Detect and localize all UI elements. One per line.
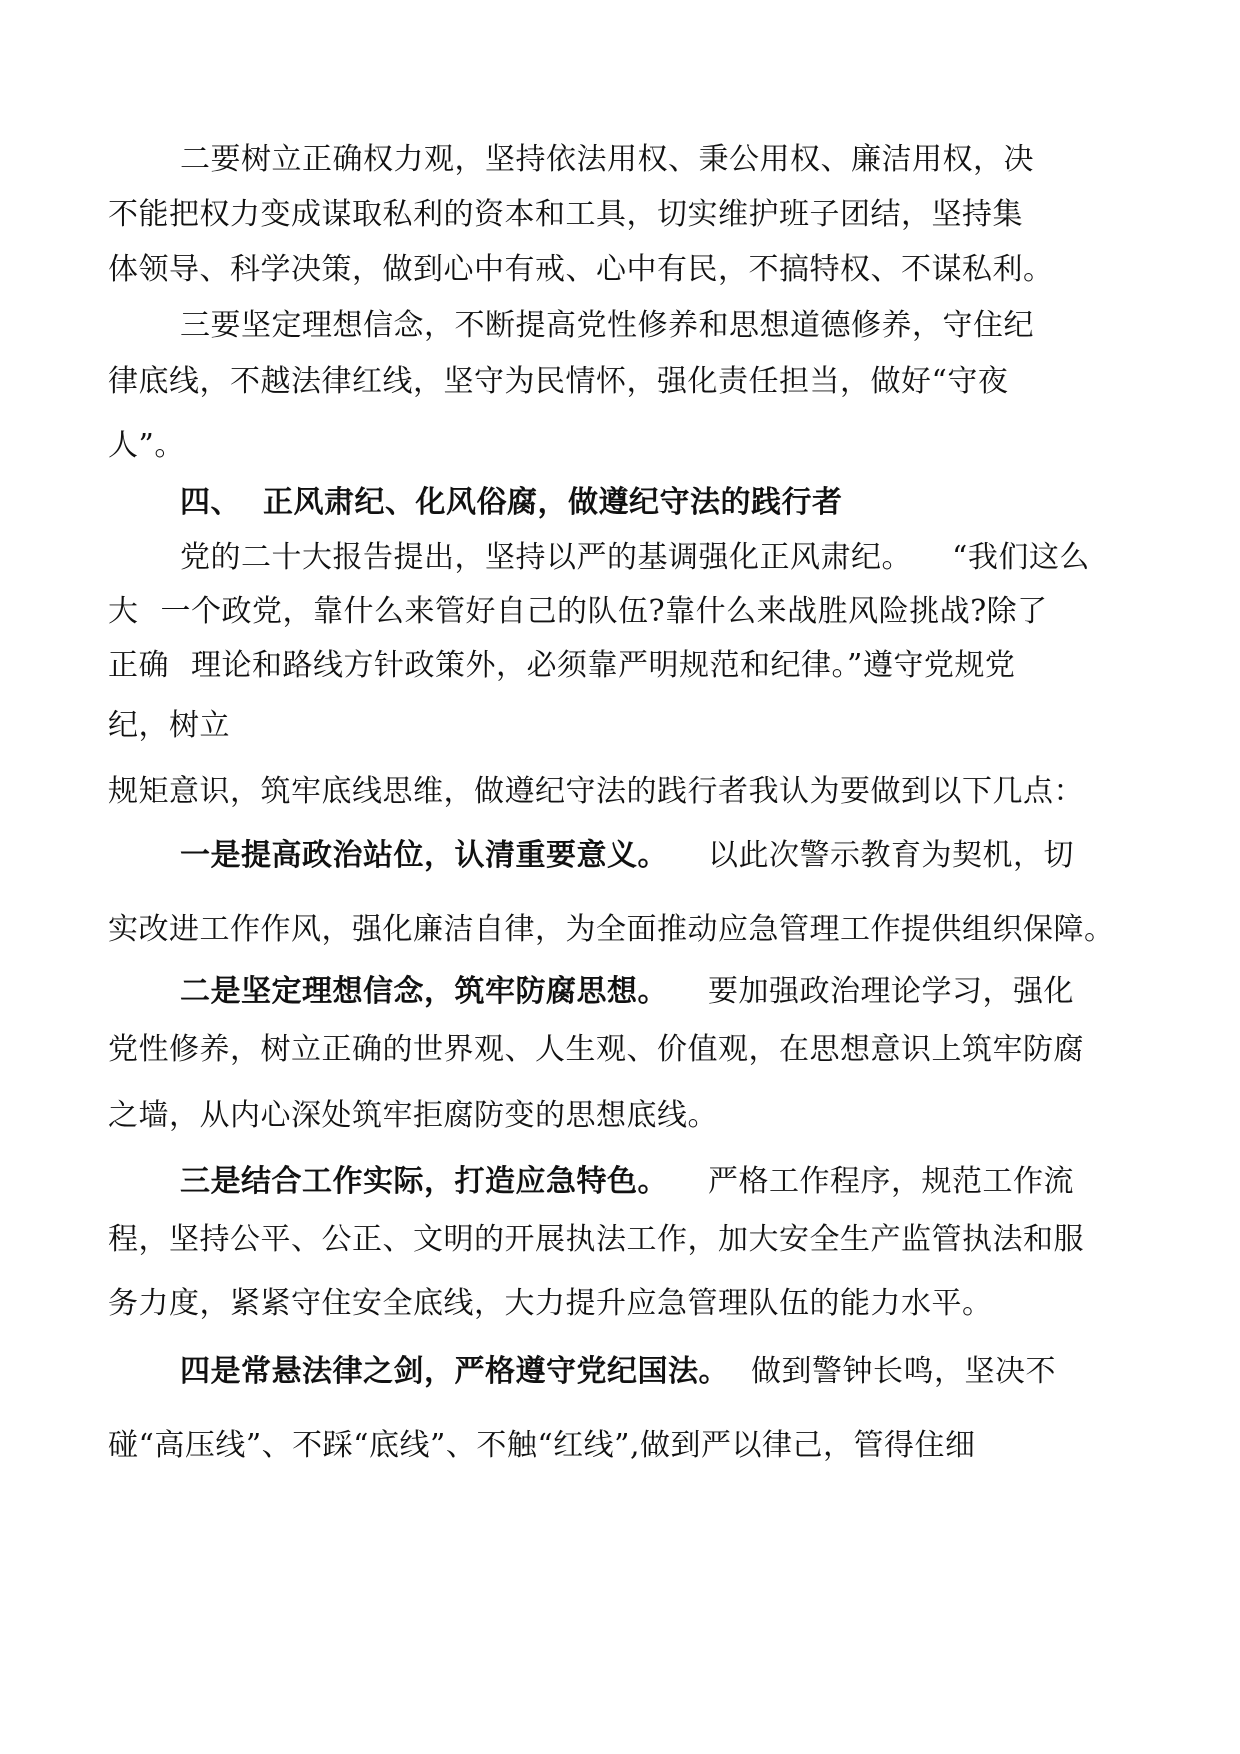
- text-line: 律底线，不越法律红线，坚守为民情怀，强化责任担当，做好“守夜: [108, 364, 1009, 399]
- section-heading: [180, 483, 843, 523]
- text-segment: 以此次警示教育为契机，切: [708, 838, 1074, 873]
- text-line: 二要树立正确权力观，坚持依法用权、秉公用权、廉洁用权，决: [180, 142, 1034, 177]
- text-segment: 大: [108, 594, 139, 629]
- text-line: [108, 646, 1015, 686]
- text-segment: 要加强政治理论学习，强化: [708, 974, 1074, 1009]
- text-line: 规矩意识，筑牢底线思维，做遵纪守法的践行者我认为要做到以下几点：: [108, 774, 1084, 809]
- text-segment: 一个政党，靠什么来管好自己的队伍?靠什么来战胜风险挑战?除了: [160, 594, 1048, 629]
- text-segment: 理论和路线方针政策外，必须靠严明规范和纪律。”遵守党规党: [191, 648, 1016, 683]
- point-line: [180, 836, 1074, 876]
- text-segment: 做到警钟长鸣，坚决不: [751, 1354, 1056, 1389]
- text-line: [108, 592, 1048, 632]
- point-heading: 二是坚定理想信念，筑牢防腐思想。: [180, 974, 668, 1009]
- point-line: [180, 1162, 1074, 1202]
- text-line: 党性修养，树立正确的世界观、人生观、价值观，在思想意识上筑牢防腐: [108, 1032, 1084, 1067]
- section-number: 四、: [180, 485, 241, 520]
- text-line: 务力度，紧紧守住安全底线，大力提升应急管理队伍的能力水平。: [108, 1286, 993, 1321]
- text-line: 实改进工作作风，强化廉洁自律，为全面推动应急管理工作提供组织保障。: [108, 912, 1115, 947]
- text-segment: 党的二十大报告提出，坚持以严的基调强化正风肃纪。: [180, 540, 912, 575]
- point-heading: 四是常悬法律之剑，严格遵守党纪国法。: [180, 1354, 729, 1389]
- text-segment: “我们这么: [952, 540, 1090, 575]
- text-line: [180, 538, 1090, 578]
- section-title: 正风肃纪、化风俗腐，做遵纪守法的践行者: [263, 485, 843, 520]
- point-line: [180, 1352, 1056, 1392]
- point-heading: 一是提高政治站位，认清重要意义。: [180, 838, 668, 873]
- text-segment: 正确: [108, 648, 169, 683]
- text-line: 之墙，从内心深处筑牢拒腐防变的思想底线。: [108, 1098, 718, 1133]
- text-line: 纪，树立: [108, 708, 230, 743]
- point-line: [180, 972, 1074, 1012]
- text-line: 不能把权力变成谋取私利的资本和工具，切实维护班子团结，坚持集: [108, 197, 1023, 232]
- text-line: 体领导、科学决策，做到心中有戒、心中有民，不搞特权、不谋私利。: [108, 252, 1054, 287]
- text-line: 三要坚定理想信念，不断提高党性修养和思想道德修养，守住纪: [180, 308, 1034, 343]
- point-heading: 三是结合工作实际，打造应急特色。: [180, 1164, 668, 1199]
- text-line: 碰“高压线”、不踩“底线”、不触“红线”,做到严以律己，管得住细: [108, 1428, 976, 1463]
- text-line: 程，坚持公平、公正、文明的开展执法工作，加大安全生产监管执法和服: [108, 1222, 1084, 1257]
- text-line: 人”。: [108, 428, 185, 463]
- text-segment: 严格工作程序，规范工作流: [708, 1164, 1074, 1199]
